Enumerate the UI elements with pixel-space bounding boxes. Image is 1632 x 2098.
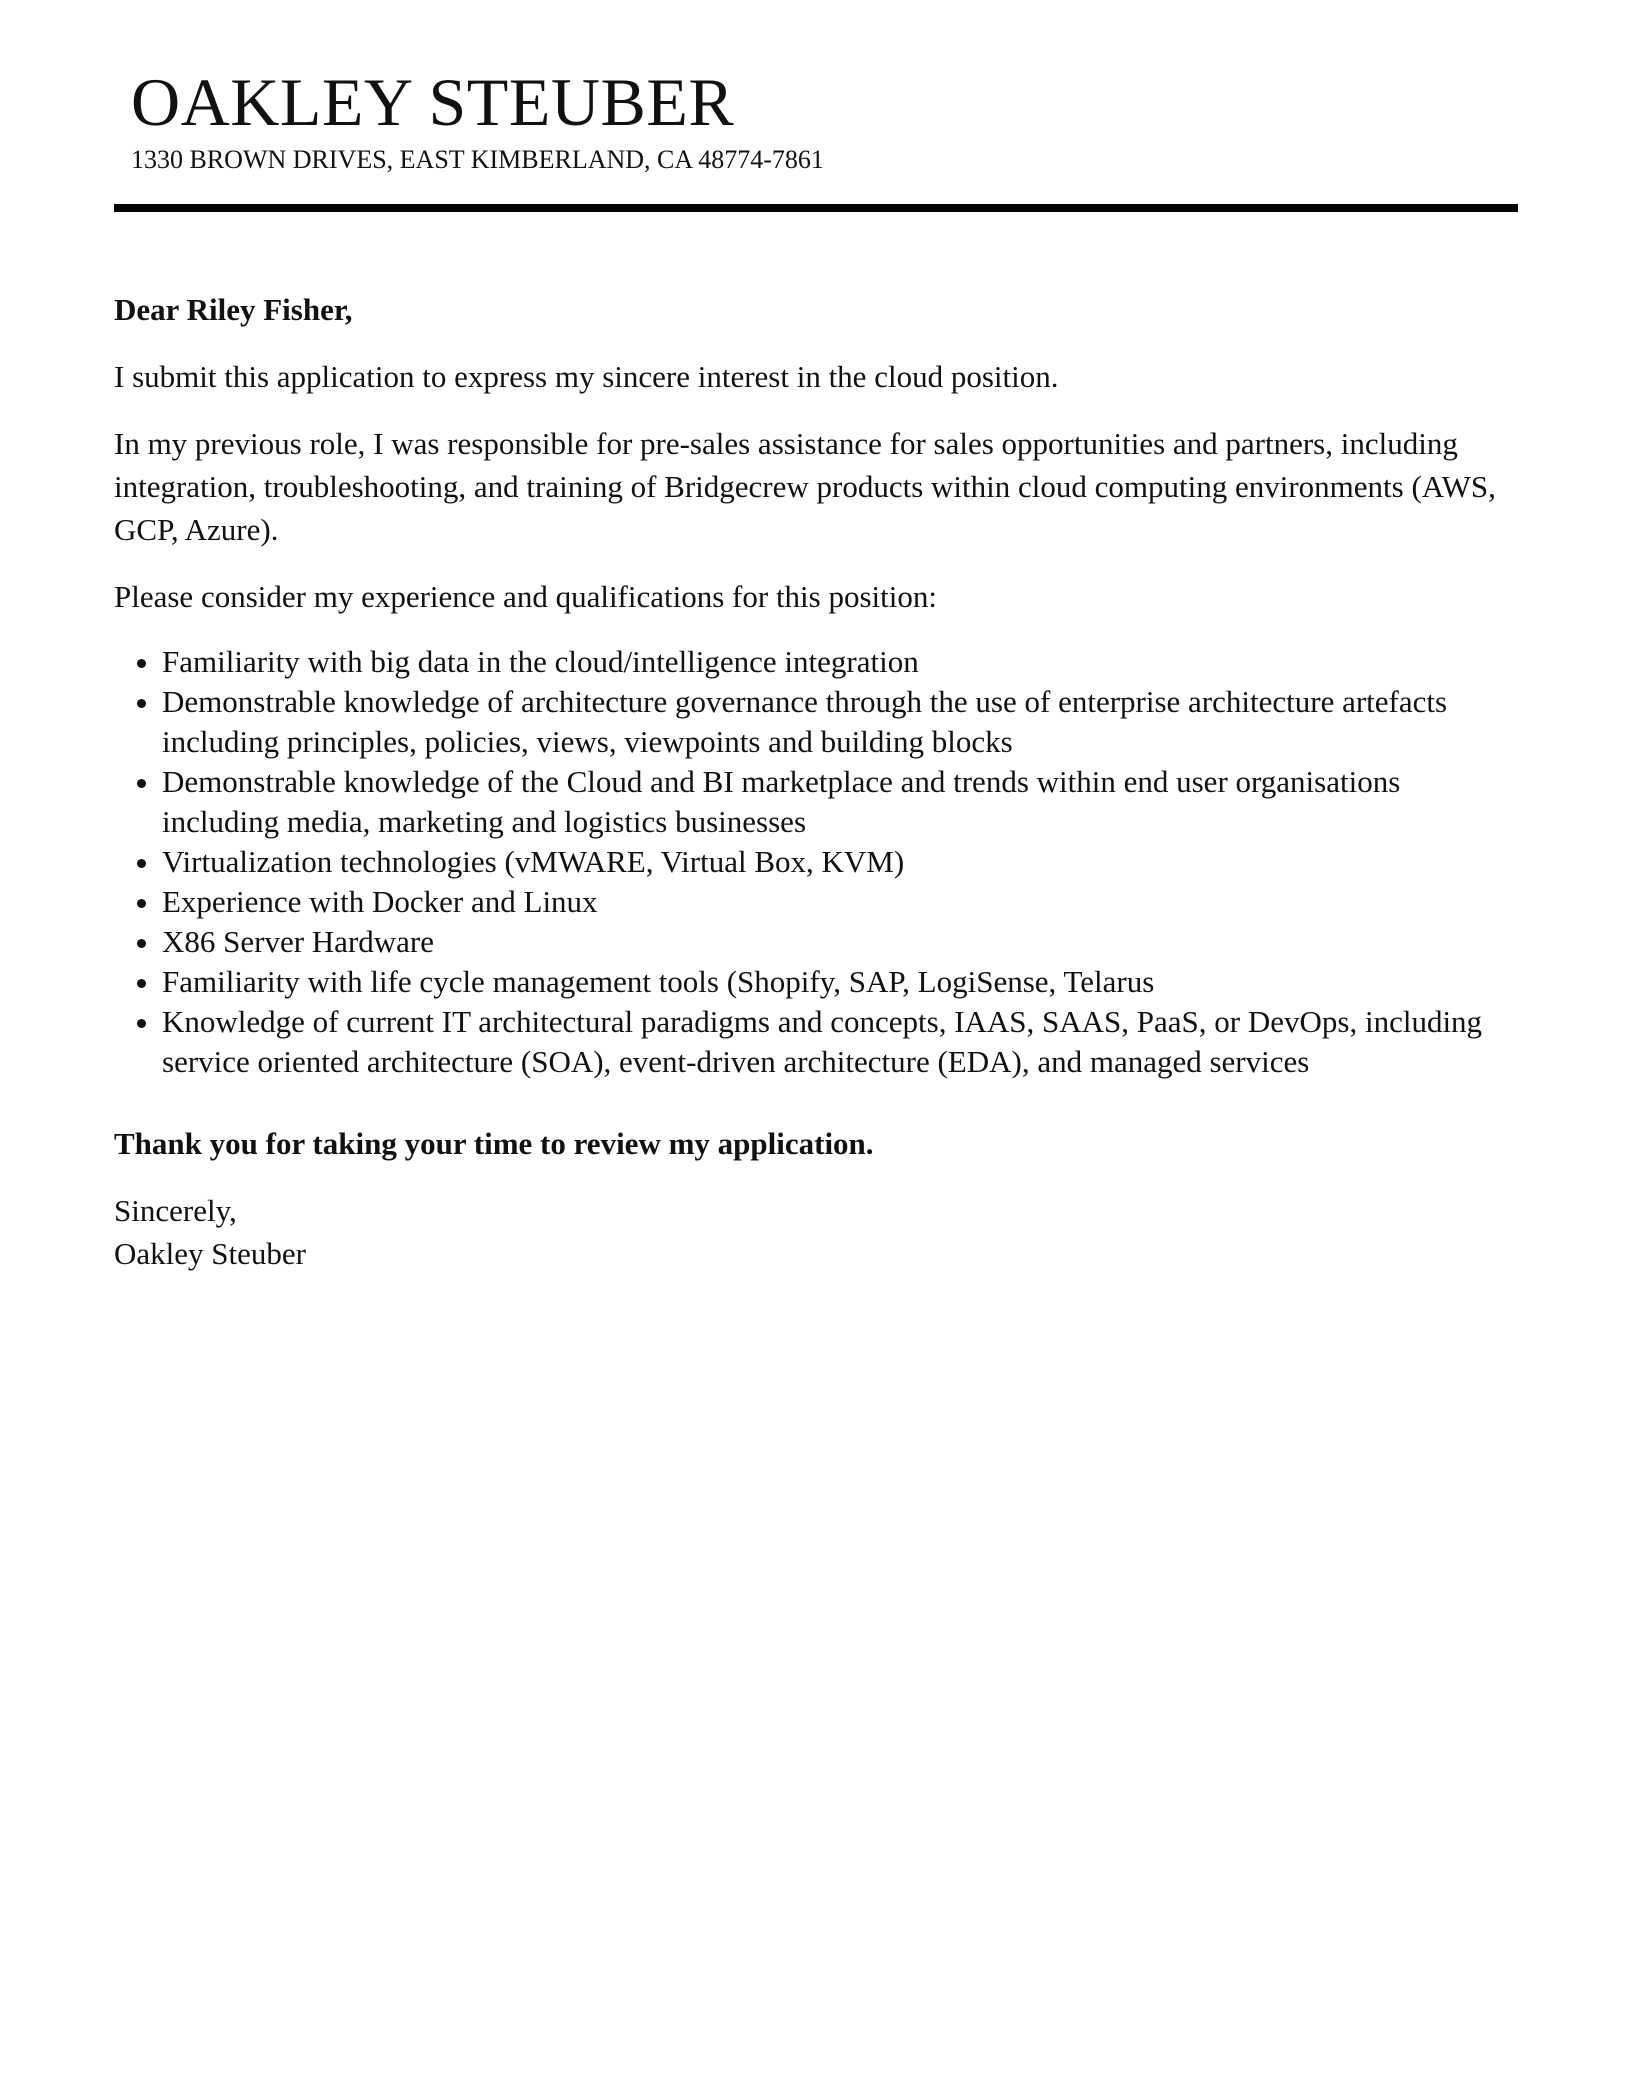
qualifications-intro: Please consider my experience and qualifications for this position: [114,579,937,614]
header-divider [114,204,1518,212]
salutation: Dear Riley Fisher, [114,292,353,327]
signature-name: Oakley Steuber [114,1236,306,1271]
closing: Sincerely, [114,1193,237,1228]
letter-header [131,62,1511,176]
list-item: • Familiarity with life cycle management tools (Shopify, SAP, LogiSense, Telarus [162,962,1518,1002]
thank-you-line: Thank you for taking your time to review my application. [114,1126,874,1161]
list-item: • Demonstrable knowledge of the Cloud and BI marketplace and trends within end user organisations including media, marketing and logistics businesses [162,762,1518,842]
letter-body [114,288,1518,1275]
applicant-address: 1330 BROWN DRIVES, EAST KIMBERLAND, CA 48774-7861 [131,145,824,174]
list-item: • Familiarity with big data in the cloud/intelligence integration [162,642,1518,682]
list-item: • Demonstrable knowledge of architecture governance through the use of enterprise architecture artefacts including principles, policies, views, viewpoints and building blocks [162,682,1518,762]
list-item: • Experience with Docker and Linux [162,882,1518,922]
list-item: • Knowledge of current IT architectural paradigms and concepts, IAAS, SAAS, PaaS, or DevOps, including service oriented architecture (SOA), event-driven architecture (EDA), and managed services [162,1002,1518,1082]
list-item: • Virtualization technologies (vMWARE, Virtual Box, KVM) [162,842,1518,882]
intro-paragraph: I submit this application to express my sincere interest in the cloud position. [114,359,1059,394]
list-item: • X86 Server Hardware [162,922,1518,962]
applicant-name: OAKLEY STEUBER [131,64,735,140]
qualifications-list [114,642,1518,1082]
experience-paragraph: In my previous role, I was responsible for pre-sales assistance for sales opportunities and partners, including integration, troubleshooting, and training of Bridgecrew products within cloud computing environments (AWS, GCP, Azure). [114,426,1496,547]
